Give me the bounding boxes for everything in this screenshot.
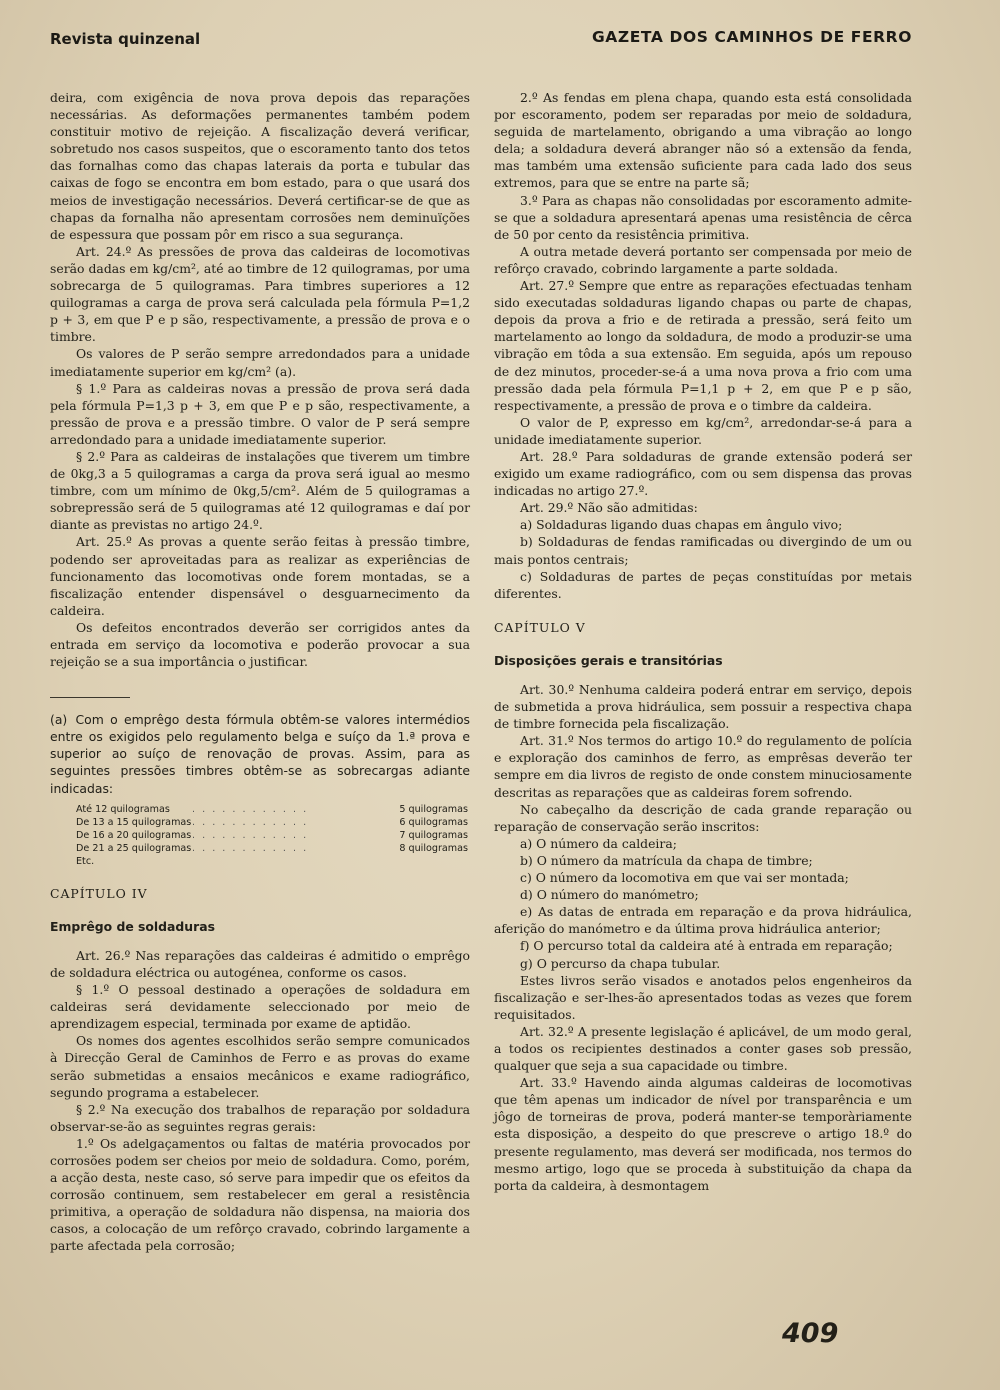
list-item: e) As datas de entrada em reparação e da prova hidráulica, aferição do manómetro e da última prova hidráulica anterior; <box>494 904 912 937</box>
table-row <box>76 842 468 855</box>
leader-dots: . . . . . . . . . . . . <box>192 803 309 815</box>
footnote-table <box>76 803 468 869</box>
paragraph: Art. 28.º Para soldaduras de grande extensão poderá ser exigido um exame radiográfico, com ou sem dispensa das provas indicadas no artigo 27.º. <box>494 448 912 499</box>
leader-dots: . . . . . . . . . . . . <box>192 816 309 828</box>
table-cell-value <box>350 855 468 868</box>
footnote <box>50 711 470 796</box>
table-cell-value: 6 quilogramas <box>399 816 468 828</box>
paragraph: Art. 30.º Nenhuma caldeira poderá entrar em serviço, depois de submetida a prova hidráulica, sem possuir a respectiva chapa de timbre fornecida pela fiscalização. <box>494 682 912 732</box>
paragraph: Art. 26.º Nas reparações das caldeiras é admitido o emprêgo de soldadura eléctrica ou autogénea, conforme os casos. <box>50 947 470 980</box>
paragraph: Art. 25.º As provas a quente serão feitas à pressão timbre, podendo ser aproveitadas para as realizar as experiências de funcionamento das locomotivas onde forem montadas, se a fiscalização entender dispensável o desguarnecimento da caldeira. <box>50 534 470 618</box>
chapter-title: CAPÍTULO IV <box>50 885 148 901</box>
header-right: GAZETA DOS CAMINHOS DE FERRO <box>591 28 912 46</box>
table-row <box>76 803 468 816</box>
list-item: f) O percurso total da caldeira até à entrada em reparação; <box>520 938 893 954</box>
paragraph: § 2.º Na execução dos trabalhos de reparação por soldadura observar-se-ão as seguintes regras gerais: <box>50 1101 470 1134</box>
list-item: d) O número do manómetro; <box>520 887 699 903</box>
table-row <box>76 829 468 842</box>
list-item: c) Soldaduras de partes de peças constituídas por metais diferentes. <box>494 568 912 601</box>
paragraph: 2.º As fendas em plena chapa, quando esta está consolidada por escoramento, podem ser reparadas por meio de soldadura, seguida de martelamento, obrigando a uma vibração ao longo dela; a soldadura deverá abranger não só a extensão da fenda, mas também uma extensão suficiente para cada lado dos seus extremos, para que se entre na parte sã; <box>494 90 912 191</box>
table-cell-label: De 16 a 20 quilogramas <box>76 830 192 842</box>
paragraph: Estes livros serão visados e anotados pelos engenheiros da fiscalização e ser-lhes-ão apresentados todas as vezes que forem requisitados. <box>494 972 912 1022</box>
chapter-subtitle: Disposições gerais e transitórias <box>494 652 723 668</box>
paragraph: 3.º Para as chapas não consolidadas por escoramento admite-se que a soldadura apresentará apenas uma resistência de cêrca de 50 por cento da resistência primitiva. <box>494 192 912 242</box>
paragraph: Os defeitos encontrados deverão ser corrigidos antes da entrada em serviço da locomotiva e poderão provocar a sua rejeição se a sua importância o justificar. <box>50 619 470 670</box>
paragraph: § 1.º Para as caldeiras novas a pressão de prova será dada pela fórmula P=1,3 p + 3, em que P e p são, respectivamente, a pressão de prova e a pressão timbre. O valor de P será sempre arredondado para a unidade imediatamente superior. <box>50 380 470 447</box>
table-cell-value: 7 quilogramas <box>399 830 468 842</box>
paragraph: Art. 29.º Não são admitidas: <box>520 500 698 516</box>
footnote-text: Com o emprêgo desta fórmula obtêm-se valores intermédios entre os exigidos pelo regulamento belga e suíço da 1.ª prova e superior ao suíço de renovação de provas. Assim, para as seguintes pressões timbres obtêm-se as sobrecargas adiante indicadas: <box>50 712 470 796</box>
paragraph: Art. 31.º Nos termos do artigo 10.º do regulamento de polícia e exploração dos caminhos de ferro, as emprêsas deverão ter sempre em dia livros de registo de onde constem minuciosamente descritas as reparações que as caldeiras forem sofrendo. <box>494 733 912 800</box>
header-left: Revista quinzenal <box>50 30 201 48</box>
list-item: a) Soldaduras ligando duas chapas em ângulo vivo; <box>520 517 843 533</box>
table-row <box>76 855 468 868</box>
table-row <box>76 816 468 829</box>
list-item: c) O número da locomotiva em que vai ser montada; <box>520 870 849 886</box>
list-item: g) O percurso da chapa tubular. <box>520 955 721 971</box>
table-cell-label: De 21 a 25 quilogramas <box>76 843 192 855</box>
leader-dots: . . . . . . . . . . . . <box>192 843 309 855</box>
footnote-mark: (a) <box>50 712 68 728</box>
paragraph: § 2.º Para as caldeiras de instalações que tiverem um timbre de 0kg,3 a 5 quilogramas a carga da prova será igual ao mesmo timbre, com um mínimo de 0kg,5/cm². Além de 5 quilogramas a sobrepressão será de 5 quilogramas até 12 quilogramas e daí por diante as previstas no artigo 24.º. <box>50 448 470 533</box>
paragraph: 1.º Os adelgaçamentos ou faltas de matéria provocados por corrosões podem ser cheios por meio de soldadura. Como, porém, a acção desta, neste caso, só serve para impedir que os efeitos da corrosão continuem, sem restabelecer em geral a resistência primitiva, a operação de soldadura não dispensa, na maioria dos casos, a colocação de um refôrço cravado, cobrindo largamente a parte afectada pela corrosão; <box>50 1135 470 1254</box>
paragraph: O valor de P, expresso em kg/cm², arredondar-se-á para a unidade imediatamente superior. <box>494 414 912 447</box>
leader-dots: . . . . . . . . . . . . <box>192 830 309 842</box>
list-item: b) O número da matrícula da chapa de timbre; <box>520 852 813 868</box>
paragraph: Art. 24.º As pressões de prova das caldeiras de locomotivas serão dadas em kg/cm², até ao timbre de 12 quilogramas, por uma sobrecarga de 5 quilogramas. Para timbres superiores a 12 quilogramas a carga de prova será calculada pela fórmula P=1,2 p + 3, em que P e p são, respectivamente, a pressão de prova e o timbre. <box>50 243 470 345</box>
chapter-subtitle: Emprêgo de soldaduras <box>50 918 215 934</box>
page-number: 409 <box>782 1318 839 1349</box>
paragraph: No cabeçalho da descrição de cada grande reparação ou reparação de conservação serão inscritos: <box>494 801 912 834</box>
paragraph: Art. 33.º Havendo ainda algumas caldeiras de locomotivas que têm apenas um indicador de nível por transparência e um jôgo de torneiras de prova, poderá manter-se temporàriamente esta disposição, a despeito do que prescreve o artigo 18.º do presente regulamento, mas deverá ser modificada, nos termos do mesmo artigo, logo que se proceda à substituição da chapa da porta da caldeira, à desmontagem <box>494 1075 912 1193</box>
paragraph: A outra metade deverá portanto ser compensada por meio de refôrço cravado, cobrindo largamente a parte soldada. <box>494 243 912 276</box>
table-cell-label: Até 12 quilogramas <box>76 803 170 815</box>
chapter-title: CAPÍTULO V <box>494 619 586 635</box>
table-cell-label: De 13 a 15 quilogramas <box>76 816 192 828</box>
paragraph: deira, com exigência de nova prova depois das reparações necessárias. As deformações permanentes também podem constituir motivo de rejeição. A fiscalização deverá verificar, sobretudo nos casos suspeitos, que o escoramento tanto dos tetos das fornalhas como das chapas laterais da porta e tubular das caixas de fogo se encontra em bom estado, para o que usará dos meios de investigação necessários. Deverá certificar-se de que as chapas da fornalha não apresentam corrosões nem deminuïções de espessura que possam pôr em risco a sua segurança. <box>50 90 470 242</box>
table-cell-label: Etc. <box>76 856 95 868</box>
table-cell-value: 5 quilogramas <box>399 803 468 815</box>
list-item: b) Soldaduras de fendas ramificadas ou divergindo de um ou mais pontos centrais; <box>494 534 912 567</box>
paragraph: § 1.º O pessoal destinado a operações de soldadura em caldeiras será devidamente seleccionado por meio de aprendizagem especial, terminada por exame de aptidão. <box>50 982 470 1032</box>
table-cell-value: 8 quilogramas <box>399 843 468 855</box>
right-column <box>494 89 912 1194</box>
paragraph: Os valores de P serão sempre arredondados para a unidade imediatamente superior em kg/cm² (a). <box>50 346 470 379</box>
left-column <box>50 89 470 1255</box>
paragraph: Os nomes dos agentes escolhidos serão sempre comunicados à Direcção Geral de Caminhos de Ferro e as provas do exame serão submetidas a ensaios mecânicos e exame radiográfico, segundo programa a estabelecer. <box>50 1033 470 1100</box>
paragraph: Art. 32.º A presente legislação é aplicável, de um modo geral, a todos os recipientes destinados a conter gases sob pressão, qualquer que seja a sua capacidade ou timbre. <box>494 1023 912 1074</box>
list-item: a) O número da caldeira; <box>520 835 677 851</box>
footnote-divider <box>50 697 130 698</box>
paragraph: Art. 27.º Sempre que entre as reparações efectuadas tenham sido executadas soldaduras ligando chapas ou parte de chapas, depois da prova a frio e de retirada a pressão, será feito um martelamento ao longo da soldadura, de modo a produzir-se uma vibração em tôda a sua extensão. Em seguida, após um repouso de dez minutos, proceder-se-á a uma nova prova a frio com uma pressão dada pela fórmula P=1,1 p + 2, em que P e p são, respectivamente, a pressão de prova e o timbre da caldeira. <box>494 278 912 413</box>
